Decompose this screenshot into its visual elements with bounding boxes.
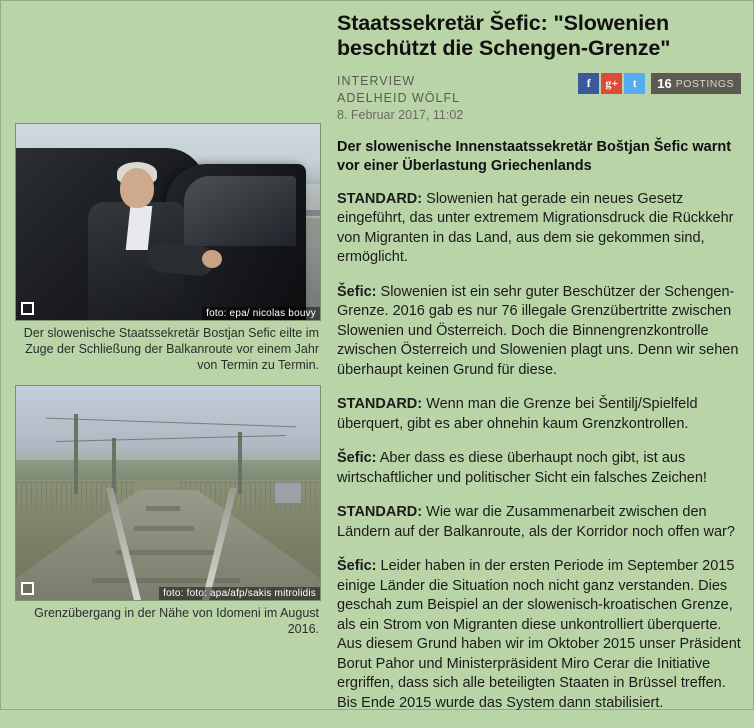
paragraph-text: Leider haben in der ersten Periode im September 2015 einige Länder die Situation noch nicht ganz verstanden. Dies geschah zum Beispiel an der slowenisch-kroatischen Grenze, als ein Strom von Migranten diese unkontrolliert überquerte. Aus diesem Grund haben wir im Oktober 2015 unser Präsident Borut Pahor und Ministerpräsident Miro Cerar die Initiative ergriffen, dass sich alle beteiligten Staaten in Brüssel treffen. Bis Ende 2015 wurde das System dann stabilisiert. <box>337 558 741 711</box>
sleeper <box>134 526 194 531</box>
catenary-pole-1 <box>74 414 78 494</box>
article-kicker: INTERVIEW <box>337 74 416 88</box>
person-hand <box>202 250 222 268</box>
qa-paragraph <box>337 503 741 542</box>
social-share-bar <box>578 73 741 94</box>
image-caption-1: Der slowenische Staatssekretär Bostjan Sefic eilte im Zuge der Schließung der Balkanroute vor einem Jahr von Termin zu Termin. <box>23 326 319 372</box>
twitter-icon[interactable]: t <box>624 73 645 94</box>
article-date: 8. Februar 2017, 11:02 <box>337 108 464 122</box>
article-image-2[interactable] <box>15 385 321 601</box>
image-credit-2: foto: foto: apa/afp/sakis mitrolidis <box>159 587 320 600</box>
article-author[interactable]: ADELHEID WÖLFL <box>337 90 461 105</box>
sleeper <box>146 506 180 511</box>
figure-1 <box>15 123 321 373</box>
qa-paragraph <box>337 395 741 434</box>
expand-icon[interactable] <box>21 582 34 595</box>
speaker-label: Šefic: <box>337 558 377 574</box>
paragraph-text: Slowenien hat gerade ein neues Gesetz eingeführt, das unter extremem Migrationsdruck die Rückkehr von Migranten in das Land, aus dem sie gekommen sind, ermöglicht. <box>337 190 734 265</box>
qa-paragraph <box>337 557 741 713</box>
speaker-label: STANDARD: <box>337 396 423 412</box>
speaker-label: Šefic: <box>337 283 377 300</box>
speaker-label: STANDARD: <box>337 504 423 520</box>
media-column <box>15 123 321 649</box>
article-lead: Der slowenische Innenstaatssekretär Boštjan Šefic warnt vor einer Überlastung Griechenlands <box>337 138 732 174</box>
paragraph-text: Slowenien ist ein sehr guter Beschützer der Schengen-Grenze. 2016 gab es nur 76 illegale Grenzübertritte zwischen Slowenien und Österreich. Doch die Binnengrenzkontrolle zwischen Österreich und Slowenien plagt uns. Denn wir sehen überhaupt keinen Grund für diese. <box>337 283 739 378</box>
page-title: Staatssekretär Šefic: "Slowenien beschützt die Schengen-Grenze" <box>337 11 671 60</box>
expand-icon[interactable] <box>21 302 34 315</box>
person-shirt <box>126 206 153 250</box>
postings-label: POSTINGS <box>675 77 734 90</box>
image-credit-1: foto: epa/ nicolas bouvy <box>202 307 320 320</box>
paragraph-text: Aber dass es diese überhaupt noch gibt, ist aus wirtschaftlicher und politischer Sicht ein falsches Zeichen! <box>337 450 707 486</box>
speaker-label: Šefic: <box>337 450 377 466</box>
qa-paragraph <box>337 283 741 381</box>
catenary-pole-2 <box>112 438 116 494</box>
article-image-1[interactable] <box>15 123 321 321</box>
person-head <box>120 168 154 208</box>
car-window <box>184 176 296 246</box>
sleeper <box>116 550 214 555</box>
paragraph-text: Wie war die Zusammenarbeit zwischen den Ländern auf der Balkanroute, als der Korridor noch offen war? <box>337 504 735 540</box>
paragraph-text: Wenn man die Grenze bei Šentilj/Spielfeld überquert, gibt es aber ohnehin kaum Grenzkontrollen. <box>337 396 698 432</box>
qa-paragraph <box>337 449 741 488</box>
image-caption-2: Grenzübergang in der Nähe von Idomeni im August 2016. <box>34 606 319 636</box>
sleeper <box>92 578 240 583</box>
postings-badge[interactable] <box>651 73 741 94</box>
qa-paragraph <box>337 190 741 268</box>
hills <box>16 460 320 482</box>
google-plus-icon[interactable]: g+ <box>601 73 622 94</box>
postings-count: 16 <box>657 76 672 91</box>
catenary-pole-3 <box>238 432 242 494</box>
figure-2 <box>15 385 321 637</box>
facebook-icon[interactable]: f <box>578 73 599 94</box>
trackside-hut <box>274 482 302 504</box>
article-column <box>337 11 741 728</box>
speaker-label: STANDARD: <box>337 190 423 207</box>
